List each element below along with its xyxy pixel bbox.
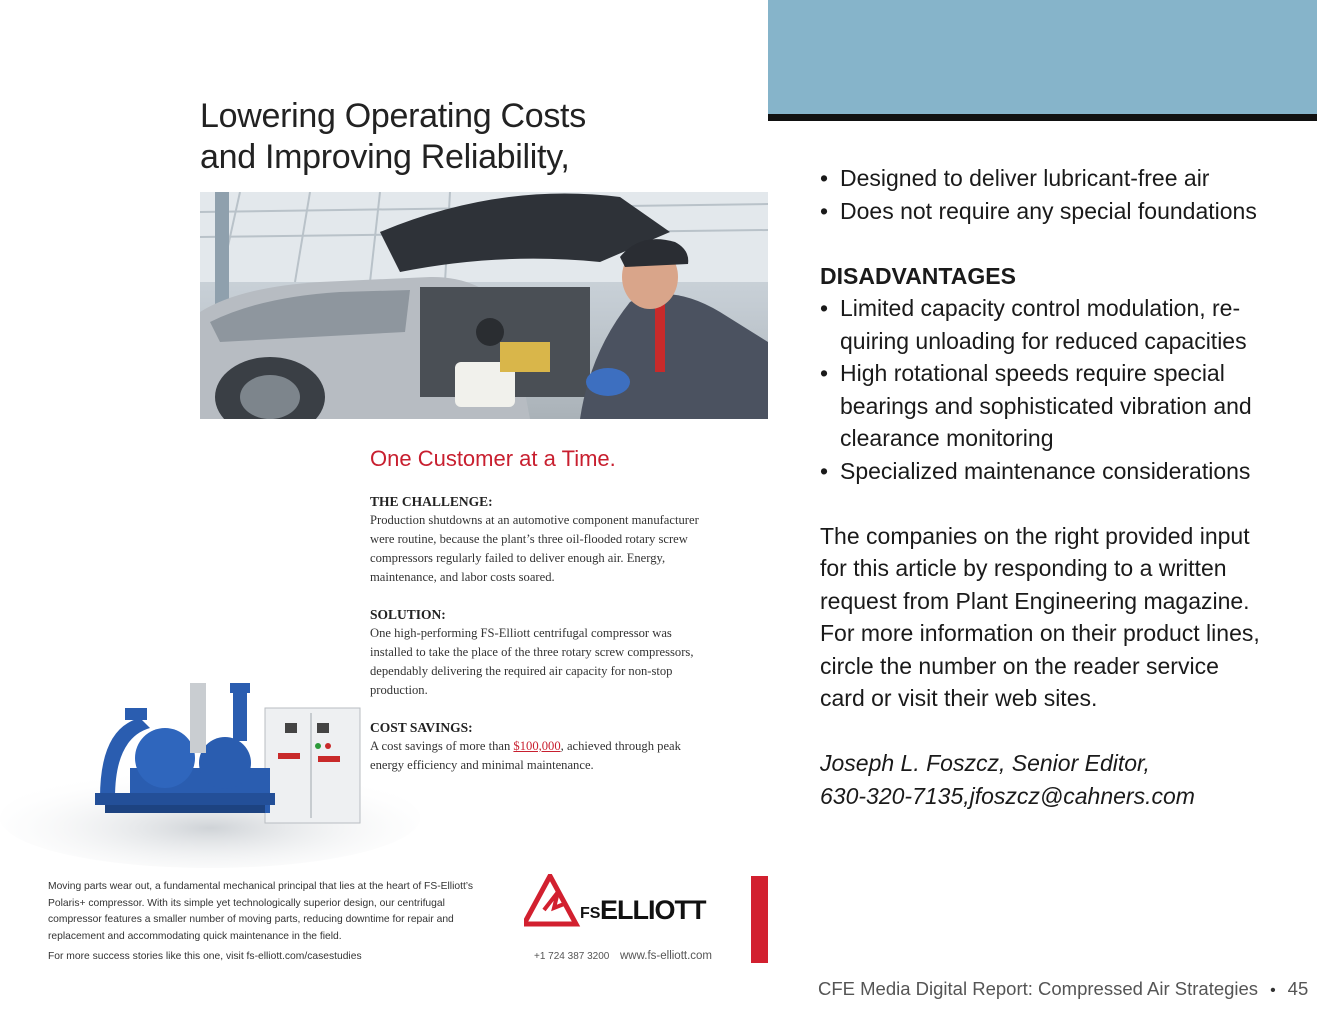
article-paragraph: The companies on the right provided input for this article by responding to a written request from Plant Engineering magazine. For more information on their product lines, circle the number on the reader service card or visit their web sites. bbox=[820, 522, 1260, 711]
footer-separator: • bbox=[1270, 982, 1276, 999]
mechanic-illustration bbox=[200, 192, 768, 419]
savings-amount: $100,000 bbox=[513, 739, 561, 753]
compressor-image bbox=[0, 668, 420, 868]
case-studies-link[interactable]: For more success stories like this one, visit fs-elliott.com/casestudies bbox=[48, 951, 362, 962]
ad-case-study bbox=[370, 492, 710, 793]
savings-text-after: , achieved through peak energy efficiency and minimal maintenance. bbox=[370, 739, 681, 772]
ad-title bbox=[200, 96, 586, 178]
fs-elliott-logo bbox=[524, 874, 724, 928]
disadvantages-list bbox=[820, 292, 1300, 487]
logo-elliott-text: ELLIOTT bbox=[600, 895, 706, 925]
list-item: • Limited capacity control modulation, re-quiring unloading for reduced capacities bbox=[820, 292, 1260, 357]
advantages-list bbox=[820, 162, 1300, 227]
page-footer bbox=[818, 978, 1308, 1000]
fs-elliott-logo-mark bbox=[524, 874, 724, 928]
ad-subtitle: One Customer at a Time. bbox=[370, 446, 616, 471]
mechanic-photo bbox=[200, 192, 768, 419]
disadvantages-heading: DISADVANTAGES bbox=[820, 262, 1016, 289]
compressor-illustration bbox=[0, 668, 420, 868]
list-item: • Does not require any special foundations bbox=[820, 195, 1300, 228]
savings-text-before: A cost savings of more than bbox=[370, 739, 514, 753]
solution-text: One high-performing FS-Elliott centrifugal compressor was installed to take the place of the three rotary screw compressors, dependably delivering the required air capacity for non-stop production. bbox=[370, 626, 694, 697]
challenge-label: THE CHALLENGE: bbox=[370, 494, 493, 509]
logo-fs-text: FS bbox=[580, 905, 601, 922]
challenge-text: Production shutdowns at an automotive component manufacturer were routine, because the plant’s three oil-flooded rotary screw compressors regularly failed to deliver enough air. Energy, maintenance, and labor costs soared. bbox=[370, 513, 699, 584]
page-number: 45 bbox=[1287, 978, 1309, 999]
header-color-block bbox=[768, 0, 1317, 114]
list-item: • High rotational speeds require special bearings and sophisticated vibration and clearance monitoring bbox=[820, 357, 1260, 455]
solution-label: SOLUTION: bbox=[370, 607, 446, 622]
signature-name: Joseph L. Foszcz, Senior Editor, bbox=[820, 750, 1150, 776]
header-rule bbox=[768, 114, 1317, 121]
signature-contact: 630-320-7135,jfoszcz@cahners.com bbox=[820, 782, 1195, 809]
savings-text bbox=[370, 737, 710, 775]
ad-title-line: and Improving Reliability, bbox=[200, 138, 570, 176]
article-column bbox=[820, 162, 1300, 812]
publication-name: CFE Media Digital Report: Compressed Air Strategies bbox=[818, 978, 1259, 999]
ad-bottom-description: Moving parts wear out, a fundamental mechanical principal that lies at the heart of FS-Elliott’s Polaris+ compressor. With its simple yet technologically superior design, our centrifugal compressor features a smaller number of moving parts, reducing downtime for repair and replacement and accommodating quick maintenance in the field. bbox=[48, 881, 474, 942]
list-item: • Designed to deliver lubricant-free air bbox=[820, 162, 1300, 195]
savings-label: COST SAVINGS: bbox=[370, 720, 473, 735]
list-item: • Specialized maintenance considerations bbox=[820, 455, 1300, 488]
website-link[interactable]: www.fs-elliott.com bbox=[620, 950, 713, 962]
phone-number: +1 724 387 3200 bbox=[534, 951, 610, 962]
ad-title-line: Lowering Operating Costs bbox=[200, 97, 586, 135]
red-accent-bar bbox=[751, 876, 768, 963]
